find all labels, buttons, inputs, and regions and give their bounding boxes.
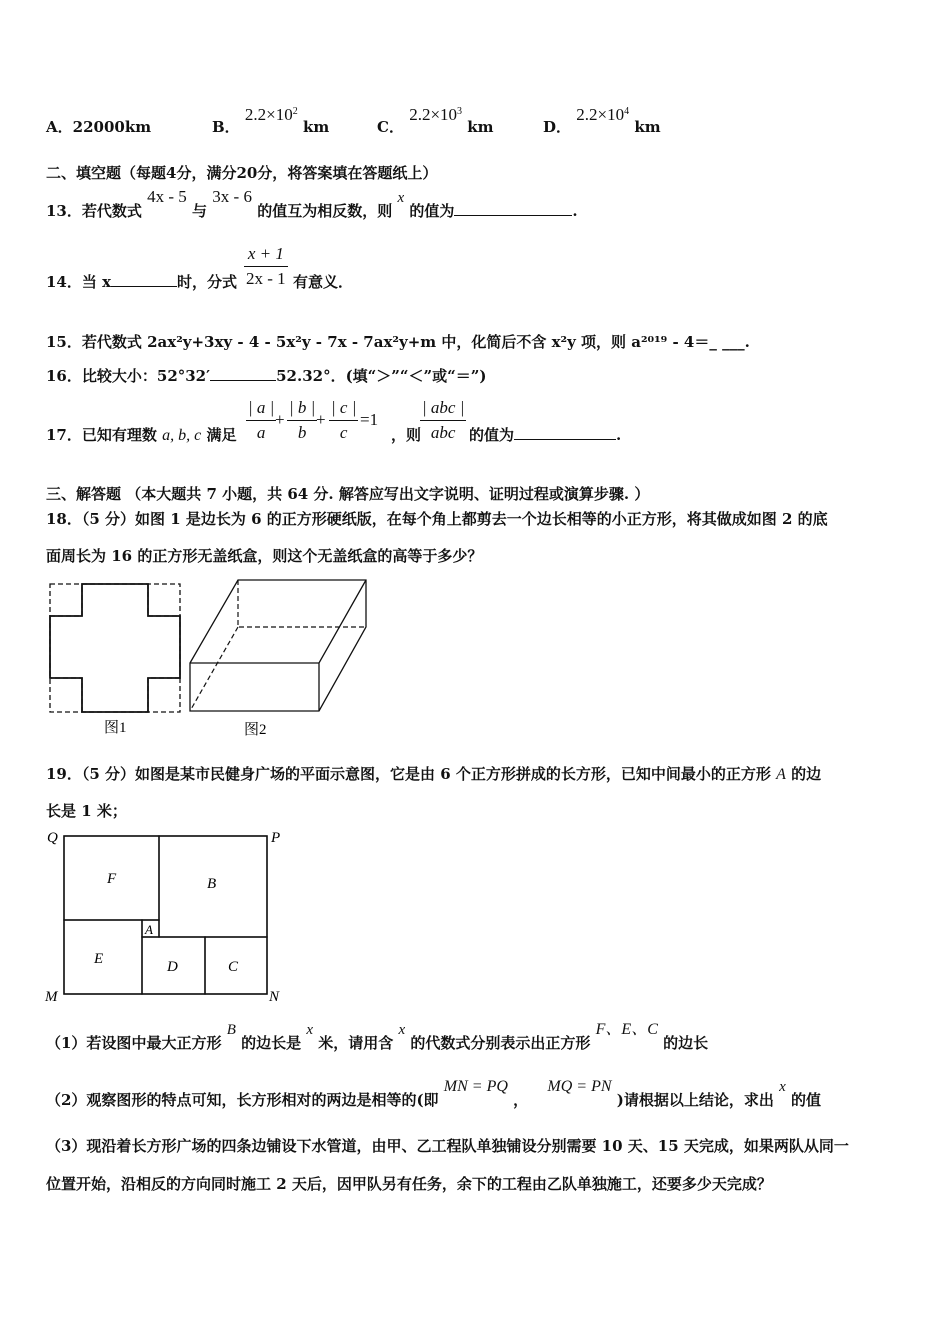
label-c: C bbox=[228, 959, 239, 975]
option-c-math: 2.2×10 bbox=[409, 105, 458, 124]
q17-vars: a, b, c bbox=[162, 427, 202, 444]
label-a: A bbox=[145, 922, 153, 937]
option-b bbox=[212, 104, 330, 136]
q13-expr-1: 4x - 5 bbox=[147, 187, 187, 206]
q17-equals: =1 bbox=[360, 410, 379, 429]
q13-expr-2: 3x - 6 bbox=[212, 187, 252, 206]
question-13 bbox=[46, 186, 578, 220]
q19-p2-text-2: ， bbox=[513, 1091, 529, 1109]
label-p: P bbox=[271, 830, 281, 846]
q17-plus-1: + bbox=[275, 410, 285, 429]
q17-frac-c-bar bbox=[329, 420, 358, 421]
q19-p2-text-4: 的值 bbox=[791, 1091, 822, 1109]
option-b-exp: 2 bbox=[292, 106, 298, 117]
q14-text-2: 时，分式 bbox=[177, 273, 238, 291]
q18-line-2: 面周长为 16 的正方形无盖纸盒，则这个无盖纸盒的高等于多少？ bbox=[46, 547, 483, 565]
q17-answer-blank bbox=[514, 425, 616, 440]
q19-p1-text-1: （1）若设图中最大正方形 bbox=[46, 1034, 222, 1052]
q19-p1-text-4: 的代数式分别表示出正方形 bbox=[410, 1034, 591, 1052]
q14-fraction-bar bbox=[244, 266, 288, 267]
question-16 bbox=[46, 365, 487, 386]
q17-fraction-abc bbox=[420, 398, 466, 443]
q15-number: 15． bbox=[46, 333, 82, 351]
q19-p1-text-5: 的边长 bbox=[663, 1034, 709, 1052]
q13-text-1: 若代数式 bbox=[81, 202, 142, 220]
q19-p2-text-3: )请根据以上结论，求出 bbox=[616, 1091, 774, 1109]
option-d-exp: 4 bbox=[624, 106, 630, 117]
option-d bbox=[543, 104, 661, 136]
q14-text-1: 当 x bbox=[81, 273, 112, 291]
option-c-label: C． bbox=[377, 118, 404, 136]
q19-p2-eq-2: MQ = PN bbox=[547, 1078, 612, 1095]
q17-frac-b-num: | b | bbox=[289, 398, 316, 417]
q17-frac-a-bar bbox=[246, 420, 276, 421]
q19-p1-vars-fec: F、E、C bbox=[595, 1021, 658, 1038]
q17-tail bbox=[469, 424, 621, 445]
q19-line-2: 长是 1 米； bbox=[46, 802, 127, 820]
q17-text-1: 已知有理数 bbox=[81, 426, 157, 444]
section-2-heading: 二、填空题（每题4分，满分20分，将答案填在答题纸上） bbox=[46, 164, 438, 182]
option-b-label: B． bbox=[212, 118, 240, 136]
fig1-outer-square bbox=[50, 584, 180, 712]
q13-text-2: 与 bbox=[192, 202, 208, 220]
q18-line-1: 18．（5 分）如图 1 是边长为 6 的正方形硬纸版，在每个角上都剪去一个边长相等的小正方形，将其做成如图 2 的底 bbox=[46, 510, 828, 528]
q13-end: . bbox=[572, 202, 578, 220]
q17-frac-a-num: | a | bbox=[248, 398, 275, 417]
q17-end: . bbox=[616, 426, 622, 444]
q16-number: 16． bbox=[46, 367, 82, 385]
q14-answer-blank bbox=[111, 272, 177, 287]
q13-number: 13． bbox=[46, 202, 82, 220]
q17-fraction-a bbox=[246, 398, 276, 443]
fig2-hidden-edges bbox=[190, 580, 366, 711]
option-b-unit: km bbox=[303, 118, 330, 136]
q17-frac-abc-bar bbox=[420, 420, 466, 421]
q13-answer-blank bbox=[454, 201, 572, 216]
q19-line-1a: 19．（5 分）如图是某市民健身广场的平面示意图，它是由 6 个正方形拼成的长方形，已知中间最小的正方形 bbox=[46, 765, 771, 783]
option-c-exp: 3 bbox=[457, 106, 463, 117]
fig2-front-edges bbox=[190, 580, 366, 711]
option-b-math: 2.2×10 bbox=[244, 105, 293, 124]
q19-p2-eq-1: MN = PQ bbox=[443, 1078, 508, 1095]
label-q: Q bbox=[47, 830, 58, 846]
label-d: D bbox=[167, 959, 178, 975]
q15-text: 若代数式 2ax²y+3xy - 4 - 5x²y - 7x - 7ax²y+m 中，化简后不含 x²y 项，则 a²⁰¹⁹ - 4＝_ ___. bbox=[81, 333, 750, 351]
q19-part-3-line-1: （3）现沿着长方形广场的四条边铺设下水管道，由甲、乙工程队单独铺设分别需要 10 天、15 天完成，如果两队从同一 bbox=[46, 1137, 849, 1155]
q17-frac-abc-num: | abc | bbox=[422, 398, 465, 417]
fig2-outer-edges bbox=[190, 580, 366, 711]
question-14 bbox=[46, 271, 237, 292]
fig1-cross-shape bbox=[50, 584, 180, 712]
option-c-unit: km bbox=[467, 118, 494, 136]
q19-p2-text-1: （2）观察图形的特点可知，长方形相对的两边是相等的(即 bbox=[46, 1091, 439, 1109]
q17-frac-b-bar bbox=[287, 420, 317, 421]
q19-p1-text-2: 的边长是 bbox=[241, 1034, 302, 1052]
option-a-value: 22000km bbox=[72, 118, 152, 136]
q16-answer-blank bbox=[210, 366, 276, 381]
q17-fraction-b bbox=[287, 398, 317, 443]
q13-text-4: 的值为 bbox=[409, 202, 455, 220]
label-f: F bbox=[107, 871, 117, 887]
q19-p1-text-3: 米，请用含 bbox=[318, 1034, 394, 1052]
option-d-math: 2.2×10 bbox=[576, 105, 625, 124]
q19-part-2 bbox=[46, 1075, 822, 1109]
q17-frac-c-den: c bbox=[339, 423, 348, 442]
q19-part-1 bbox=[46, 1016, 709, 1052]
q17-frac-c-num: | c | bbox=[331, 398, 357, 417]
fig1-corner-cuts bbox=[50, 584, 180, 712]
fig2-caption: 图2 bbox=[244, 722, 267, 738]
option-a-label: A． bbox=[46, 118, 73, 136]
label-e: E bbox=[94, 951, 104, 967]
q14-denominator: 2x - 1 bbox=[246, 269, 286, 288]
q17-frac-a-den: a bbox=[256, 423, 266, 442]
q19-p2-var-x: x bbox=[779, 1079, 786, 1095]
q14-text-3: 有意义． bbox=[293, 273, 354, 291]
q17-number: 17． bbox=[46, 426, 82, 444]
q17-frac-abc-den: abc bbox=[430, 423, 456, 442]
q14-numerator: x + 1 bbox=[247, 244, 284, 263]
q17-fraction-c bbox=[329, 398, 358, 443]
q17-frac-b-den: b bbox=[297, 423, 307, 442]
option-d-label: D． bbox=[543, 118, 572, 136]
label-n: N bbox=[269, 989, 280, 1005]
q19-line-1b: 的边 bbox=[791, 765, 822, 783]
question-17 bbox=[46, 424, 236, 445]
q17-plus-2: + bbox=[316, 410, 326, 429]
q13-text-3: 的值互为相反数，则 bbox=[257, 202, 393, 220]
label-m: M bbox=[45, 989, 58, 1005]
option-d-unit: km bbox=[634, 118, 661, 136]
q19-figure bbox=[44, 826, 294, 1006]
fig1-caption: 图1 bbox=[104, 720, 127, 736]
q17-text-3: ，则 bbox=[391, 426, 422, 444]
q14-number: 14． bbox=[46, 273, 82, 291]
q14-fraction bbox=[244, 244, 288, 289]
q19-p1-var-b: B bbox=[226, 1022, 236, 1038]
q17-text-4: 的值为 bbox=[469, 426, 515, 444]
section-3-heading: 三、解答题 （本大题共 7 小题，共 64 分. 解答应写出文字说明、证明过程或演算步骤. ） bbox=[46, 485, 650, 503]
q19-var-a: A bbox=[776, 766, 786, 783]
q19-part-3-line-2: 位置开始，沿相反的方向同时施工 2 天后，因甲队另有任务，余下的工程由乙队单独施工，还要多少天完成？ bbox=[46, 1175, 772, 1193]
q17-text-2: 满足 bbox=[206, 426, 237, 444]
q13-var: x bbox=[397, 190, 405, 206]
q16-text-1: 比较大小：52°32′ bbox=[81, 367, 211, 385]
q18-figure-1 bbox=[46, 580, 186, 740]
q19-p1-var-x-2: x bbox=[398, 1022, 406, 1038]
option-c bbox=[377, 104, 494, 136]
question-15 bbox=[46, 331, 750, 352]
q19-p1-var-x: x bbox=[306, 1022, 314, 1038]
q19-line-1 bbox=[46, 763, 821, 784]
option-a bbox=[46, 116, 151, 137]
label-b: B bbox=[207, 876, 217, 892]
q16-text-2: 52.32°．(填“＞”“＜”或“＝”) bbox=[276, 367, 487, 385]
q18-figure-2 bbox=[186, 574, 376, 740]
